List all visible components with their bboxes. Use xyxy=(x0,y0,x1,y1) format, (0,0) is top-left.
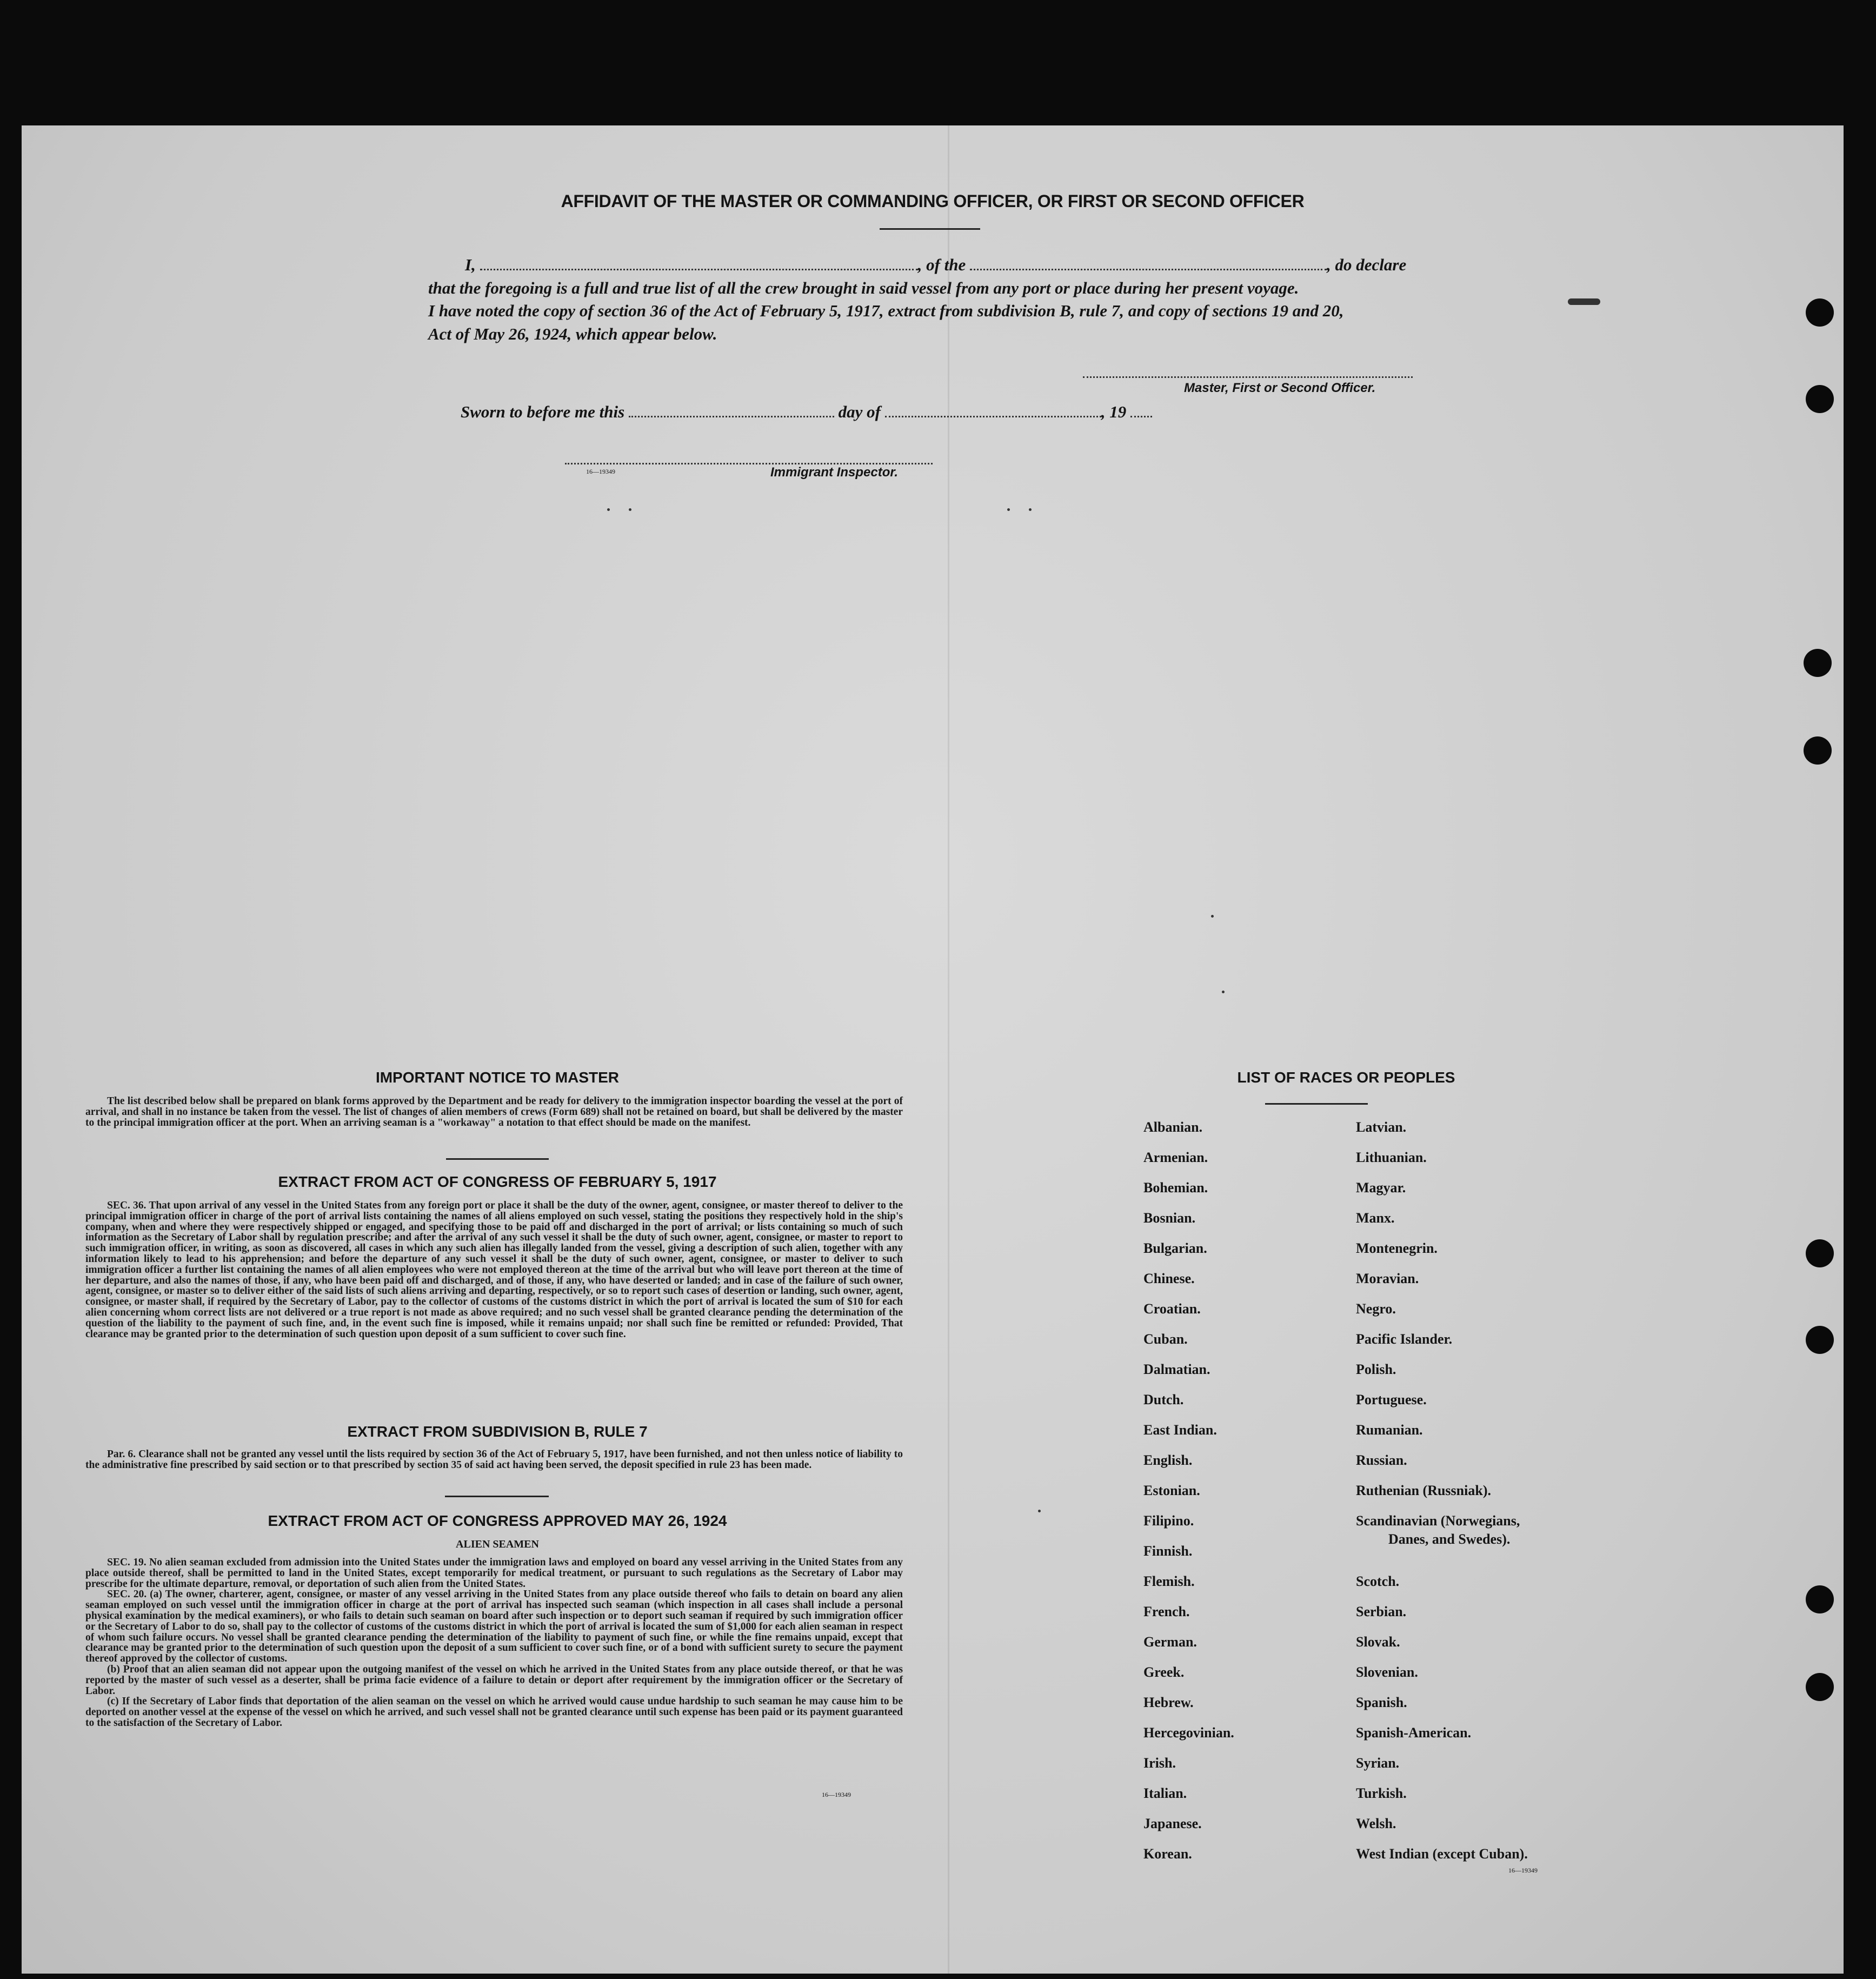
race-item: Montenegrin. xyxy=(1356,1240,1438,1256)
sworn-label: Sworn to before me this xyxy=(461,402,625,421)
sworn-day-field[interactable] xyxy=(629,403,834,417)
affidavit-title: AFFIDAVIT OF THE MASTER OR COMMANDING OFFICER, OR FIRST OR SECOND OFFICER xyxy=(561,191,1305,211)
race-item: Turkish. xyxy=(1356,1785,1407,1801)
race-item: Dalmatian. xyxy=(1143,1362,1210,1377)
punch-hole xyxy=(1806,1326,1834,1354)
race-item: Hebrew. xyxy=(1143,1695,1194,1710)
sworn-line xyxy=(461,402,1152,422)
punch-hole xyxy=(1804,736,1832,765)
speck xyxy=(1007,508,1010,511)
race-item: French. xyxy=(1143,1604,1190,1619)
extract-1924-title: EXTRACT FROM ACT OF CONGRESS APPROVED MAY 26, 1924 xyxy=(268,1512,727,1529)
speck xyxy=(1568,298,1600,305)
races-rule xyxy=(1265,1103,1368,1105)
race-item: Cuban. xyxy=(1143,1331,1188,1347)
race-item: Bohemian. xyxy=(1143,1180,1208,1196)
punch-hole xyxy=(1806,1585,1834,1613)
race-item: Scotch. xyxy=(1356,1573,1400,1589)
race-item: West Indian (except Cuban). xyxy=(1356,1846,1528,1862)
affidavit-line4: Act of May 26, 1924, which appear below. xyxy=(428,324,717,343)
race-item: Danes, and Swedes). xyxy=(1388,1531,1511,1547)
race-item: Manx. xyxy=(1356,1210,1395,1226)
rule7-rule xyxy=(445,1496,549,1497)
punch-hole xyxy=(1804,649,1832,677)
notice-rule xyxy=(446,1158,549,1160)
race-item: Polish. xyxy=(1356,1362,1396,1377)
race-item: Welsh. xyxy=(1356,1816,1396,1831)
name-field[interactable] xyxy=(480,256,918,270)
speck xyxy=(629,508,631,511)
race-item: Dutch. xyxy=(1143,1392,1184,1407)
title-rule xyxy=(880,228,980,230)
extract-1917-title: EXTRACT FROM ACT OF CONGRESS OF FEBRUARY 5, 1917 xyxy=(278,1173,717,1190)
speck xyxy=(1038,1510,1041,1512)
extract-form-number: 16—19349 xyxy=(822,1791,851,1798)
races-left-column xyxy=(1143,1119,1360,1862)
race-item: Slovak. xyxy=(1356,1634,1400,1650)
race-item: Italian. xyxy=(1143,1785,1187,1801)
signature-field[interactable] xyxy=(1083,363,1413,378)
do-declare-label: , do declare xyxy=(1327,255,1407,274)
race-item: Pacific Islander. xyxy=(1356,1331,1453,1347)
notice-text: The list described below shall be prepared on blank forms approved by the Department and be ready for delivery to the immigration inspector boarding the vessel at the port of arrival, and shall in no instance be taken from the vessel. The list of changes of alien members of crews (Form 689) shall not be retained on board, but shall be delivered by the master to the principal immigration officer at the port. When an arriving seaman is a "workaway" a notation to that effect should be made on the manifest. xyxy=(85,1095,903,1128)
vessel-field[interactable] xyxy=(970,256,1327,270)
race-item: Syrian. xyxy=(1356,1755,1400,1771)
race-item: Filipino. xyxy=(1143,1513,1194,1529)
race-item: Russian. xyxy=(1356,1452,1407,1468)
inspector-label: Immigrant Inspector. xyxy=(770,465,899,480)
race-item: Irish. xyxy=(1143,1755,1176,1771)
race-item: Portuguese. xyxy=(1356,1392,1427,1407)
race-item: Croatian. xyxy=(1143,1301,1201,1317)
speck xyxy=(607,508,610,511)
race-item: Spanish. xyxy=(1356,1695,1407,1710)
race-item: Korean. xyxy=(1143,1846,1192,1862)
sworn-month-field[interactable] xyxy=(885,403,1101,417)
affidavit-line2: that the foregoing is a full and true list of all the crew brought in said vessel from any port or place during her present voyage. xyxy=(428,278,1299,297)
race-item: Moravian. xyxy=(1356,1271,1419,1286)
affidavit-line1 xyxy=(465,255,1406,275)
race-item: Rumanian. xyxy=(1356,1422,1423,1438)
race-item: Slovenian. xyxy=(1356,1664,1418,1680)
race-item: Greek. xyxy=(1143,1664,1185,1680)
rule7-title: EXTRACT FROM SUBDIVISION B, RULE 7 xyxy=(347,1423,648,1440)
race-item: Magyar. xyxy=(1356,1180,1406,1196)
affidavit-form-number: 16—19349 xyxy=(586,468,615,475)
notice-title: IMPORTANT NOTICE TO MASTER xyxy=(375,1069,620,1086)
race-item: Chinese. xyxy=(1143,1271,1195,1286)
race-item: Lithuanian. xyxy=(1356,1150,1427,1165)
race-item: Finnish. xyxy=(1143,1543,1193,1559)
punch-hole xyxy=(1806,1239,1834,1267)
race-item: Japanese. xyxy=(1143,1816,1202,1831)
rule7-text: Par. 6. Clearance shall not be granted any vessel until the lists required by section 36 of the Act of February 5, 1917, have been furnished, and not then unless notice of liability to the administrative fine prescribed by said section or to that prescribed by section 35 of said act having been served, the deposit specified in rule 23 has been made. xyxy=(85,1449,903,1471)
extract-1924-text: SEC. 19. No alien seaman excluded from admission into the United States under the immigration laws and employed on board any vessel arriving in the United States from any place outside thereof, shall be permitted to land in the United States, except temporarily for medical treatment, or pursuant to such regulations as the Secretary of Labor may prescribe for the ultimate departure, removal, or deportation of such alien from the United States. SEC. 20. (a) The owner, charterer, agent, consignee, or master of any vessel arriving in the United States from any place outside thereof who fails to detain on board any alien seaman employed on such vessel until the immigration officer in charge at the port of arrival has inspected such seaman (which inspection in all cases shall include a personal physical examination by the medical examiners), or who fails to detain such seaman on board after such inspection or to deport such seaman if required by such immigration officer or the Secretary of Labor to do so, shall pay to the collector of customs of the customs district in which the port of arrival is located the sum of $1,000 for each alien seaman in respect of whom such failure occurs. No vessel shall be granted clearance pending the determination of the liability to payment of such fine, or while the fine remains unpaid, except that clearance may be granted prior to the determination of such question upon the deposit of a sum sufficient to cover such fine, or of a bond with sufficient surety to secure the payment thereof approved by the collector of customs. (b) Proof that an alien seaman did not appear upon the outgoing manifest of the vessel on which he arrived in the United States from any place outside thereof, or that he was reported by the master of such vessel as a deserter, shall be prima facie evidence of a failure to detain or deport after requirement by the immigration officer or the Secretary of Labor. (c) If the Secretary of Labor finds that deportation of the alien seaman on the vessel on which he arrived would cause undue hardship to such seaman he may cause him to be deported on another vessel at the expense of the vessel on which he arrived, and such vessel shall not be granted clearance until such expense has been paid or its payment guaranteed to the satisfaction of the Secretary of Labor. xyxy=(85,1557,903,1729)
race-item: Flemish. xyxy=(1143,1573,1195,1589)
race-item: Estonian. xyxy=(1143,1483,1200,1498)
race-item: Scandinavian (Norwegians, xyxy=(1356,1513,1520,1529)
document-page xyxy=(22,125,1844,1974)
year-prefix-label: , 19 xyxy=(1101,402,1127,421)
day-of-label: day of xyxy=(838,402,881,421)
sworn-year-field[interactable] xyxy=(1130,403,1152,417)
inspector-signature-field[interactable] xyxy=(565,450,933,464)
race-item: Latvian. xyxy=(1356,1119,1407,1135)
race-item: Armenian. xyxy=(1143,1150,1208,1165)
of-the-label: , of the xyxy=(917,255,966,274)
race-item: Albanian. xyxy=(1143,1119,1203,1135)
race-item: Negro. xyxy=(1356,1301,1396,1317)
race-item: Ruthenian (Russniak). xyxy=(1356,1483,1491,1498)
race-item: Serbian. xyxy=(1356,1604,1407,1619)
punch-hole xyxy=(1806,385,1834,413)
declare-i-label: I, xyxy=(465,255,476,274)
races-form-number: 16—19349 xyxy=(1508,1867,1538,1874)
race-item: Bosnian. xyxy=(1143,1210,1196,1226)
extract-1924-subtitle: ALIEN SEAMEN xyxy=(456,1538,539,1550)
signature-label: Master, First or Second Officer. xyxy=(1184,381,1376,395)
race-item: English. xyxy=(1143,1452,1193,1468)
races-right-column xyxy=(1356,1119,1659,1862)
race-item: Spanish-American. xyxy=(1356,1725,1472,1741)
race-item: East Indian. xyxy=(1143,1422,1217,1438)
punch-hole xyxy=(1806,298,1834,327)
races-title: LIST OF RACES OR PEOPLES xyxy=(1237,1069,1455,1086)
speck xyxy=(1211,915,1214,918)
race-item: Hercegovinian. xyxy=(1143,1725,1234,1741)
speck xyxy=(1029,508,1032,511)
race-item: German. xyxy=(1143,1634,1197,1650)
speck xyxy=(1222,991,1225,993)
punch-hole xyxy=(1806,1673,1834,1701)
race-item: Bulgarian. xyxy=(1143,1240,1207,1256)
extract-1917-text: SEC. 36. That upon arrival of any vessel in the United States from any foreign port or place it shall be the duty of the owner, agent, consignee, or master thereof to deliver to the principal immigration officer in charge of the port of arrival lists containing the names of all aliens employed on such vessel, stating the positions they respectively hold in the ship's company, when and where they were respectively shipped or engaged, and specifying those to be paid off and discharged in the port of arrival; or lists containing so much of such information as the Secretary of Labor shall by regulation prescribe; and after the arrival of any such vessel it shall be the duty of such owner, agent, consignee, or master to report to such immigration officer, in writing, as soon as discovered, all cases in which any such alien has illegally landed from the vessel, giving a description of such alien, together with any information likely to lead to his apprehension; and before the departure of any such vessel it shall be the duty of such owner, agent, consignee, or master to deliver to such immigration officer a further list containing the names of all alien employees who were not employed thereon at the time of the arrival but who will leave port thereon at the time of her departure, and also the names of those, if any, who have been paid off and discharged, and of those, if any, who have deserted or landed; and in case of the failure of such owner, agent, consignee, or master so to deliver either of the said lists of such aliens arriving and departing, respectively, or so to report such cases of desertion or landing, such owner, agent, consignee, or master shall, if required by the Secretary of Labor, pay to the collector of customs of the customs district in which the port of arrival is located the sum of $10 for each alien concerning whom correct lists are not delivered or a true report is not made as above required; and no such vessel shall be granted clearance pending the determination of the question of the liability to the payment of such fine, and, in the event such fine is imposed, while it remains unpaid; nor shall such fine be remitted or refunded: Provided, That clearance may be granted prior to the determination of such question upon deposit of a sum sufficient to cover such fine. xyxy=(85,1200,903,1340)
affidavit-line3: I have noted the copy of section 36 of the Act of February 5, 1917, extract from subdivision B, rule 7, and copy of sections 19 and 20, xyxy=(428,301,1344,320)
